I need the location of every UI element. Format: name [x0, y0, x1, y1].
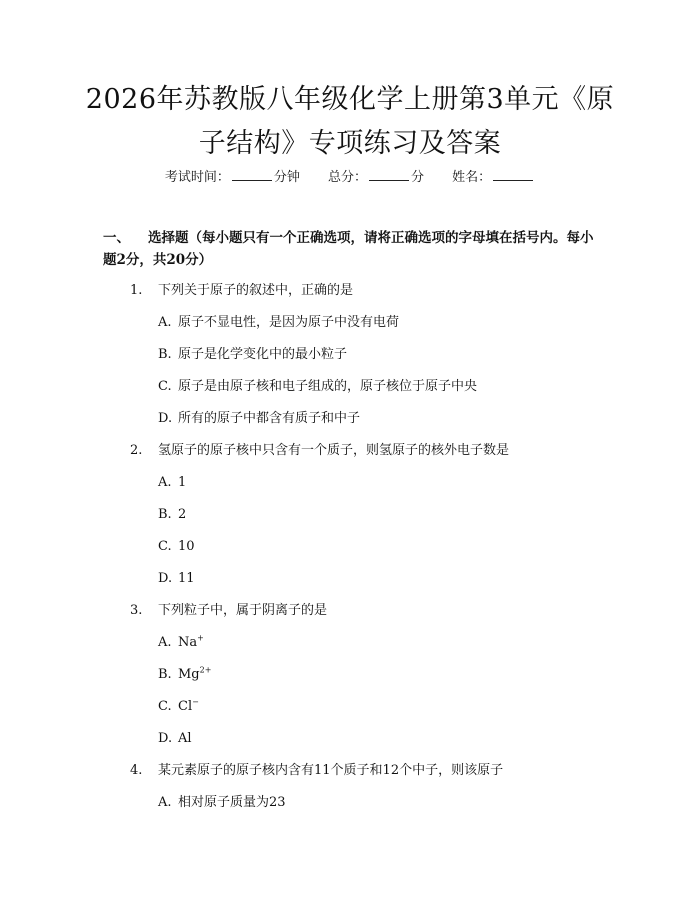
total-score-blank — [369, 168, 409, 181]
question-text: 氢原子的原子核中只含有一个质子，则氢原子的核外电子数是 — [158, 443, 510, 458]
question-number: 4. — [130, 763, 143, 778]
title-line-2: 子结构》专项练习及答案 — [198, 128, 502, 159]
student-name-label: 姓名： — [452, 170, 492, 185]
question-2 — [130, 441, 509, 461]
student-name-field — [452, 170, 535, 185]
exam-time-field — [165, 170, 304, 185]
exam-time-label: 考试时间： — [164, 170, 230, 185]
title-line-1: 2026年苏教版八年级化学上册第3单元《原 — [85, 84, 615, 115]
student-name-blank — [493, 168, 533, 181]
option-letter: A. — [158, 475, 172, 490]
option-text: Na — [178, 635, 198, 650]
option-1c — [158, 377, 477, 397]
option-letter: B. — [158, 667, 172, 682]
question-number: 3. — [130, 603, 143, 618]
option-3c — [158, 697, 199, 717]
option-text: 相对原子质量为23 — [178, 795, 286, 810]
option-letter: C. — [158, 379, 172, 394]
option-text: 原子不显电性，是因为原子中没有电荷 — [178, 315, 400, 330]
option-text: Al — [178, 731, 192, 746]
option-3a — [158, 633, 204, 653]
option-text: 原子是由原子核和电子组成的，原子核位于原子中央 — [178, 379, 478, 394]
option-letter: D. — [158, 731, 173, 746]
exam-time-blank — [232, 168, 272, 181]
question-text: 下列关于原子的叙述中，正确的是 — [158, 283, 354, 298]
question-1 — [130, 281, 353, 301]
question-text: 下列粒子中，属于阴离子的是 — [158, 603, 328, 618]
option-letter: A. — [158, 315, 172, 330]
question-number: 2. — [130, 443, 143, 458]
option-letter: C. — [158, 699, 172, 714]
section-text-line-2: 题2分，共20分） — [103, 252, 213, 268]
option-letter: B. — [158, 347, 172, 362]
option-3d — [158, 729, 192, 749]
charge-superscript: 2+ — [199, 665, 212, 675]
option-text: 1 — [178, 475, 187, 490]
option-3b — [158, 665, 211, 685]
option-2a — [158, 473, 186, 493]
option-4a — [158, 793, 286, 813]
option-1a — [158, 313, 399, 333]
option-text: 2 — [178, 507, 187, 522]
section-heading — [103, 227, 603, 271]
option-text: 所有的原子中都含有质子和中子 — [178, 411, 361, 426]
option-text: 原子是化学变化中的最小粒子 — [178, 347, 348, 362]
document-title — [60, 78, 640, 166]
section-number: 一、 — [103, 230, 130, 246]
option-text: 11 — [178, 571, 195, 586]
option-1d — [158, 409, 360, 429]
question-3 — [130, 601, 327, 621]
exam-time-unit: 分钟 — [273, 170, 300, 185]
option-letter: D. — [158, 571, 173, 586]
total-score-field — [328, 170, 428, 185]
option-text: 10 — [178, 539, 195, 554]
total-score-unit: 分 — [411, 170, 425, 185]
option-text: Mg — [178, 667, 200, 682]
option-1b — [158, 345, 347, 365]
question-4 — [130, 761, 503, 781]
section-text-line-1: 选择题（每小题只有一个正确选项，请将正确选项的字母填在括号内。每小 — [148, 230, 594, 246]
option-letter: A. — [158, 795, 172, 810]
option-letter: C. — [158, 539, 172, 554]
total-score-label: 总分： — [327, 170, 367, 185]
exam-info — [0, 168, 700, 188]
option-letter: A. — [158, 635, 172, 650]
charge-superscript: − — [192, 697, 199, 707]
option-2c — [158, 537, 195, 557]
option-letter: D. — [158, 411, 173, 426]
charge-superscript: + — [197, 633, 204, 643]
option-letter: B. — [158, 507, 172, 522]
option-text: Cl — [178, 699, 193, 714]
question-number: 1. — [130, 283, 143, 298]
option-2b — [158, 505, 186, 525]
question-text: 某元素原子的原子核内含有11个质子和12个中子，则该原子 — [158, 763, 504, 778]
option-2d — [158, 569, 195, 589]
